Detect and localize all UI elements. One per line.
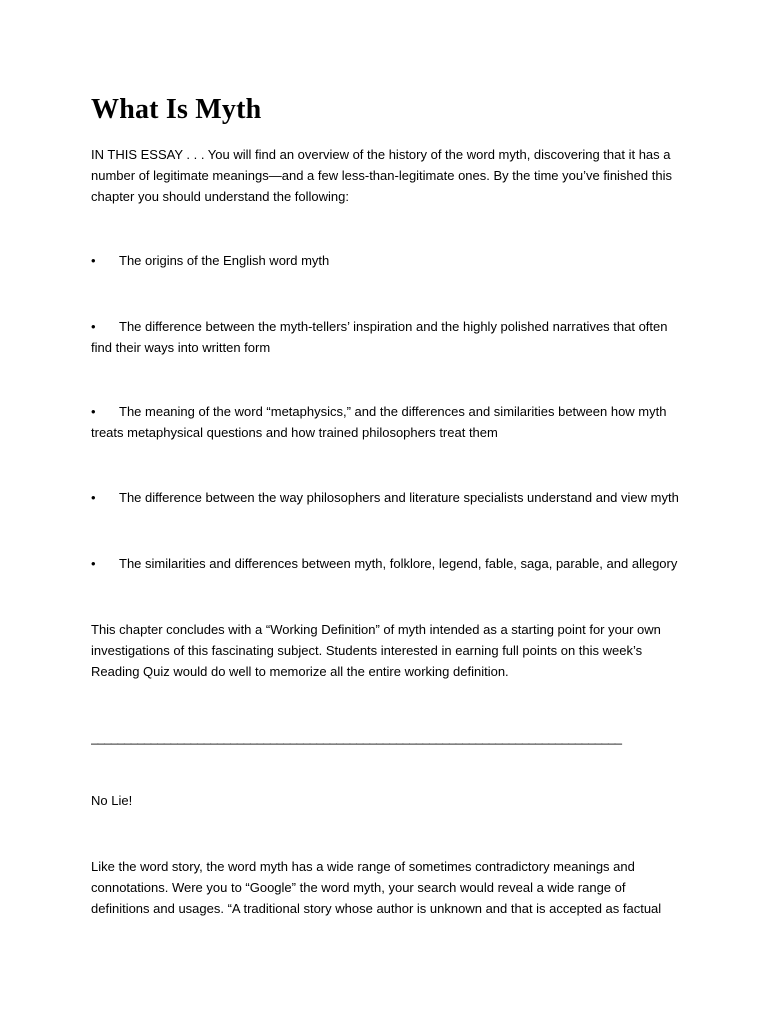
- divider-line: ________________________________________________________________________________: [91, 730, 622, 745]
- intro-paragraph: IN THIS ESSAY . . . You will find an overview of the history of the word myth, discovering that it has a number of legitimate meanings—and a few less-than-legitimate ones. By the time you’ve finished this chapter you should understand the following:: [91, 147, 672, 204]
- bullet-text: The meaning of the word “metaphysics,” and the differences and similarities between how myth treats metaphysical questions and how trained philosophers treat them: [91, 404, 667, 440]
- conclusion-paragraph: This chapter concludes with a “Working Definition” of myth intended as a starting point for your own investigations of this fascinating subject. Students interested in earning full points on this week’s Reading Quiz would do well to memorize all the entire working definition.: [91, 622, 661, 679]
- bullet-symbol: •: [91, 556, 96, 571]
- body-paragraph: Like the word story, the word myth has a wide range of sometimes contradictory meanings and connotations. Were you to “Google” the word myth, your search would reveal a wide range of definitions and usages. “A traditional story whose author is unknown and that is accepted as factual: [91, 859, 662, 916]
- bullet-item: [91, 316, 681, 358]
- bullet-item: [91, 553, 681, 574]
- bullet-text: The similarities and differences between myth, folklore, legend, fable, saga, parable, and allegory: [119, 556, 678, 571]
- section-heading: No Lie!: [91, 793, 133, 808]
- bullet-symbol: •: [91, 319, 96, 334]
- bullet-item: [91, 401, 681, 443]
- bullet-symbol: •: [91, 253, 96, 268]
- page-title: What Is Myth: [91, 94, 262, 125]
- bullet-item: [91, 487, 681, 508]
- bullet-symbol: •: [91, 490, 96, 505]
- bullet-symbol: •: [91, 404, 96, 419]
- bullet-text: The origins of the English word myth: [119, 253, 330, 268]
- bullet-text: The difference between the way philosophers and literature specialists understand and view myth: [119, 490, 679, 505]
- bullet-text: The difference between the myth-tellers’ inspiration and the highly polished narratives that often find their ways into written form: [91, 319, 668, 355]
- bullet-item: [91, 250, 681, 271]
